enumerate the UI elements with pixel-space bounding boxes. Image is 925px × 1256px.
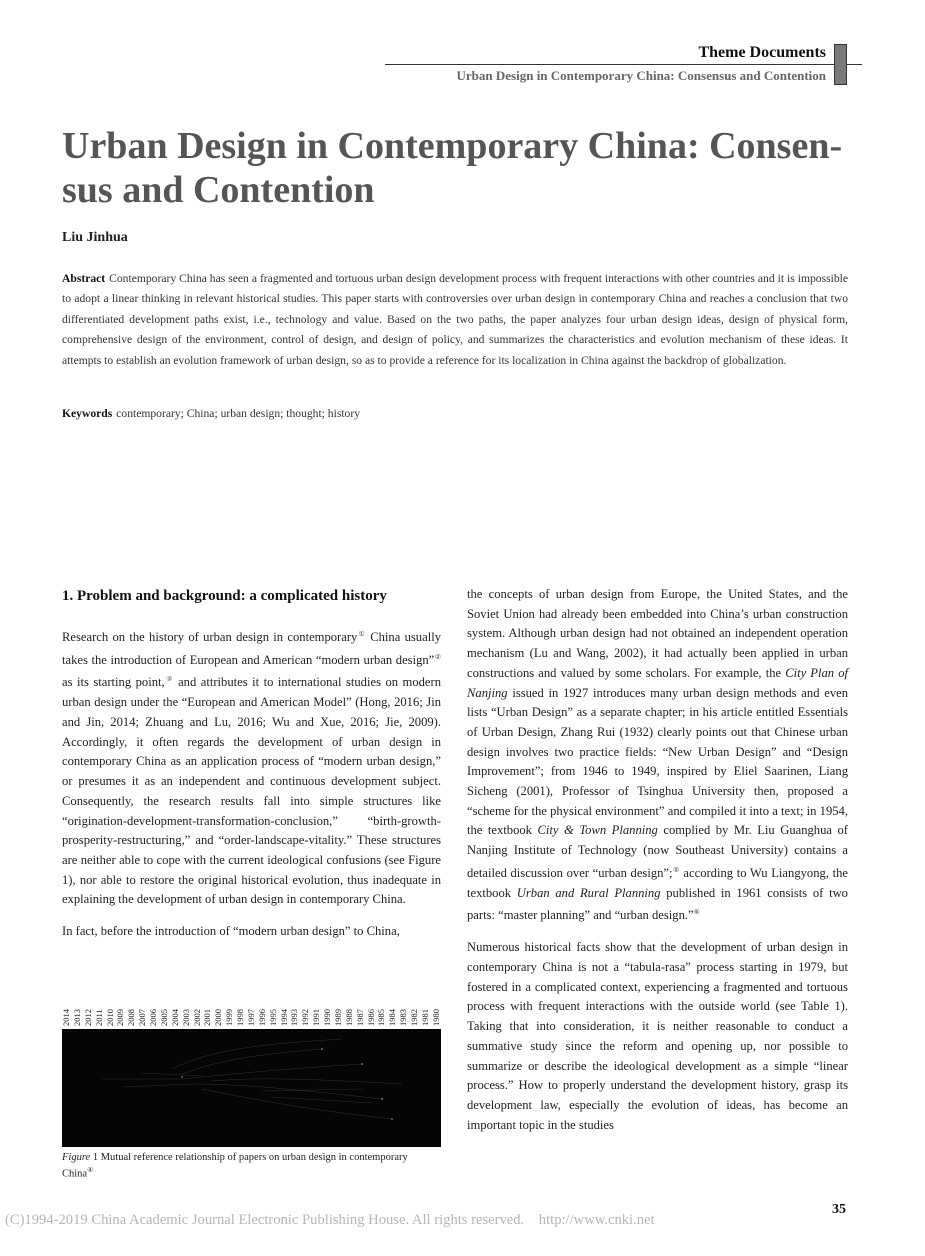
year-label: 1996 [256,1009,267,1026]
paragraph: Numerous historical facts show that the development of urban design in contemporary China is not a “tabula-rasa” process starting in 1979, but fostered in a complicated context, experiencing a fragmented and tortuous process with frequent interactions with the outside world (see Table 1). Taking that into consideration, it is neither reasonable to conduct a summative study since the reform and opening up, nor possible to summarize or describe the ideological development as a simple “linear process.” How to properly understand the development history, grasp its development law, especially the evolution of ideas, has become an important topic in the studies [467,940,848,1132]
year-label: 1980 [430,1009,441,1026]
year-label: 1988 [343,1009,354,1026]
year-label: 2012 [82,1009,93,1026]
journal-section: Theme Documents [698,44,826,61]
year-label: 1998 [235,1009,245,1026]
keywords [62,407,360,420]
year-label: 2011 [93,1009,104,1026]
article-title: Urban Design in Contemporary China: Consen-sus and Contention [62,125,843,211]
year-label: 1985 [376,1009,387,1026]
year-label: 1981 [419,1009,430,1026]
year-label: 2004 [169,1009,180,1026]
abstract-text: Contemporary China has seen a fragmented and tortuous urban design development process with frequent interactions with other countries and it is impossible to adopt a linear thinking in relevant historical studies. This paper starts with controversies over urban design in contemporary China and reaches a conclusion that two differentiated development paths exist, i.e., technology and value. Based on the two paths, the paper analyzes four urban design ideas, design of physical form, comprehensive design of the environment, control of design, and design of policy, and summarizes the characteristics and evolution mechanism of these ideas. It attempts to establish an evolution framework of urban design, so as to provide a reference for its localization in China against the backdrop of globalization. [62,272,848,367]
year-label: 1982 [409,1009,419,1026]
year-label: 1991 [311,1009,322,1026]
book-title: Urban and Rural Planning [516,885,661,900]
year-label: 2000 [213,1009,224,1026]
left-column [62,587,441,942]
header-marker-box [834,44,847,85]
year-label: 2001 [202,1009,213,1026]
footnote-ref: ③ [164,675,174,684]
author: Liu Jinhua [62,230,128,245]
footnote-ref: ⑤ [672,865,680,874]
right-column [467,585,848,1135]
year-label: 2007 [137,1009,148,1026]
figure-network-graphic [62,1029,441,1147]
year-label: 2005 [158,1009,169,1026]
keywords-text: contemporary; China; urban design; thought; history [116,407,361,420]
year-label: 2006 [148,1009,158,1026]
footnote-ref: ① [357,629,366,638]
year-label: 1995 [267,1009,278,1026]
year-label: 2013 [71,1009,82,1026]
abstract-label: Abstract [62,272,106,285]
figure-image [62,1029,441,1147]
copyright-footer: (C)1994-2019 China Academic Journal Electronic Publishing House. All rights reserved. http://www.cnki.net [5,1212,655,1228]
book-title: City Plan of Nanjing [467,665,848,700]
paragraph: In fact, before the introduction of “modern urban design” to China, [62,924,400,939]
year-label: 1999 [224,1009,235,1026]
running-title: Urban Design in Contemporary China: Consensus and Contention [456,68,826,83]
figure-caption: Figure 1 Mutual reference relationship of papers on urban design in contemporary China④ [62,1152,408,1180]
year-label: 1990 [322,1009,332,1026]
year-label: 1989 [332,1009,343,1026]
year-label: 1984 [387,1009,398,1026]
footnote-ref: ⑥ [693,908,700,917]
paragraph: Research on the history of urban design in contemporary① China usually takes the introduction of European and American “modern urban design”② as its starting point,③ and attributes it to international studies on modern urban design under the “European and American Model” (Hong, 2016; Jin and Jin, 2014; Zhuang and Lu, 2016; Wu and Xue, 2016; Jie, 2009). Accordingly, it often regards the development of urban design in contemporary China as an application process of “modern urban design,” or presumes it as an independent and continuous development subject. Consequently, the research results fall into simple structures like “origination-development-transformation-conclusion,” “birth-growth-prosperity-restructuring,” and “order-landscape-vitality.” These structures are neither able to cope with the current ideological confusions (see Figure 1), nor able to restore the original historical evolution, thus inadequate in explaining the development of urban design in contemporary China. [62,629,442,907]
header-rule [385,64,862,65]
year-label: 1983 [398,1009,409,1026]
caption-label: Figure [62,1152,91,1163]
year-label: 2014 [61,1009,71,1026]
year-label: 1987 [354,1009,365,1026]
year-label: 2009 [115,1009,126,1026]
footnote-ref: ④ [87,1166,94,1174]
keywords-label: Keywords [62,407,113,420]
year-label: 2010 [104,1009,115,1026]
year-label: 2002 [191,1009,202,1026]
abstract [62,269,848,371]
year-label: 1986 [365,1009,376,1026]
page-number: 35 [832,1202,846,1217]
footnote-ref: ② [434,652,442,661]
book-title: City & Town Planning [537,823,658,838]
year-label: 1997 [245,1009,256,1026]
section-heading: 1. Problem and background: a complicated history [62,588,387,604]
figure-year-axis [62,998,441,1026]
year-label: 1993 [289,1009,300,1026]
year-label: 2003 [180,1009,191,1026]
year-label: 2008 [126,1009,137,1026]
paragraph: the concepts of urban design from Europe, the United States, and the Soviet Union had already been embedded into China’s urban construction system. Although urban design had not obtained an independent operation mechanism (Lu and Wang, 2002), it had actually been applied in urban constructions and valued by some scholars. For example, the City Plan of Nanjing issued in 1927 introduces many urban design methods and even lists “Urban Design” as a separate chapter; in his article entitled Essentials of Urban Design, Zhang Rui (1932) clearly points out that Chinese urban design involves two practice fields: “New Urban Design” and “Design Improvement”; from 1946 to 1949, inspired by Eliel Saarinen, Liang Sicheng (2001), Professor of Tsinghua University then, proposed a “scheme for the physical environment” and compiled it into a text; in 1954, the textbook City & Town Planning complied by Mr. Liu Guanghua of Nanjing Institute of Technology (now Southeast University) contains a detailed discussion over “urban design”;⑤ according to Wu Liangyong, the textbook Urban and Rural Planning published in 1961 consists of two parts: “master planning” and “urban design.”⑥ [467,587,848,923]
year-label: 1992 [300,1009,311,1026]
year-label: 1994 [278,1009,289,1026]
